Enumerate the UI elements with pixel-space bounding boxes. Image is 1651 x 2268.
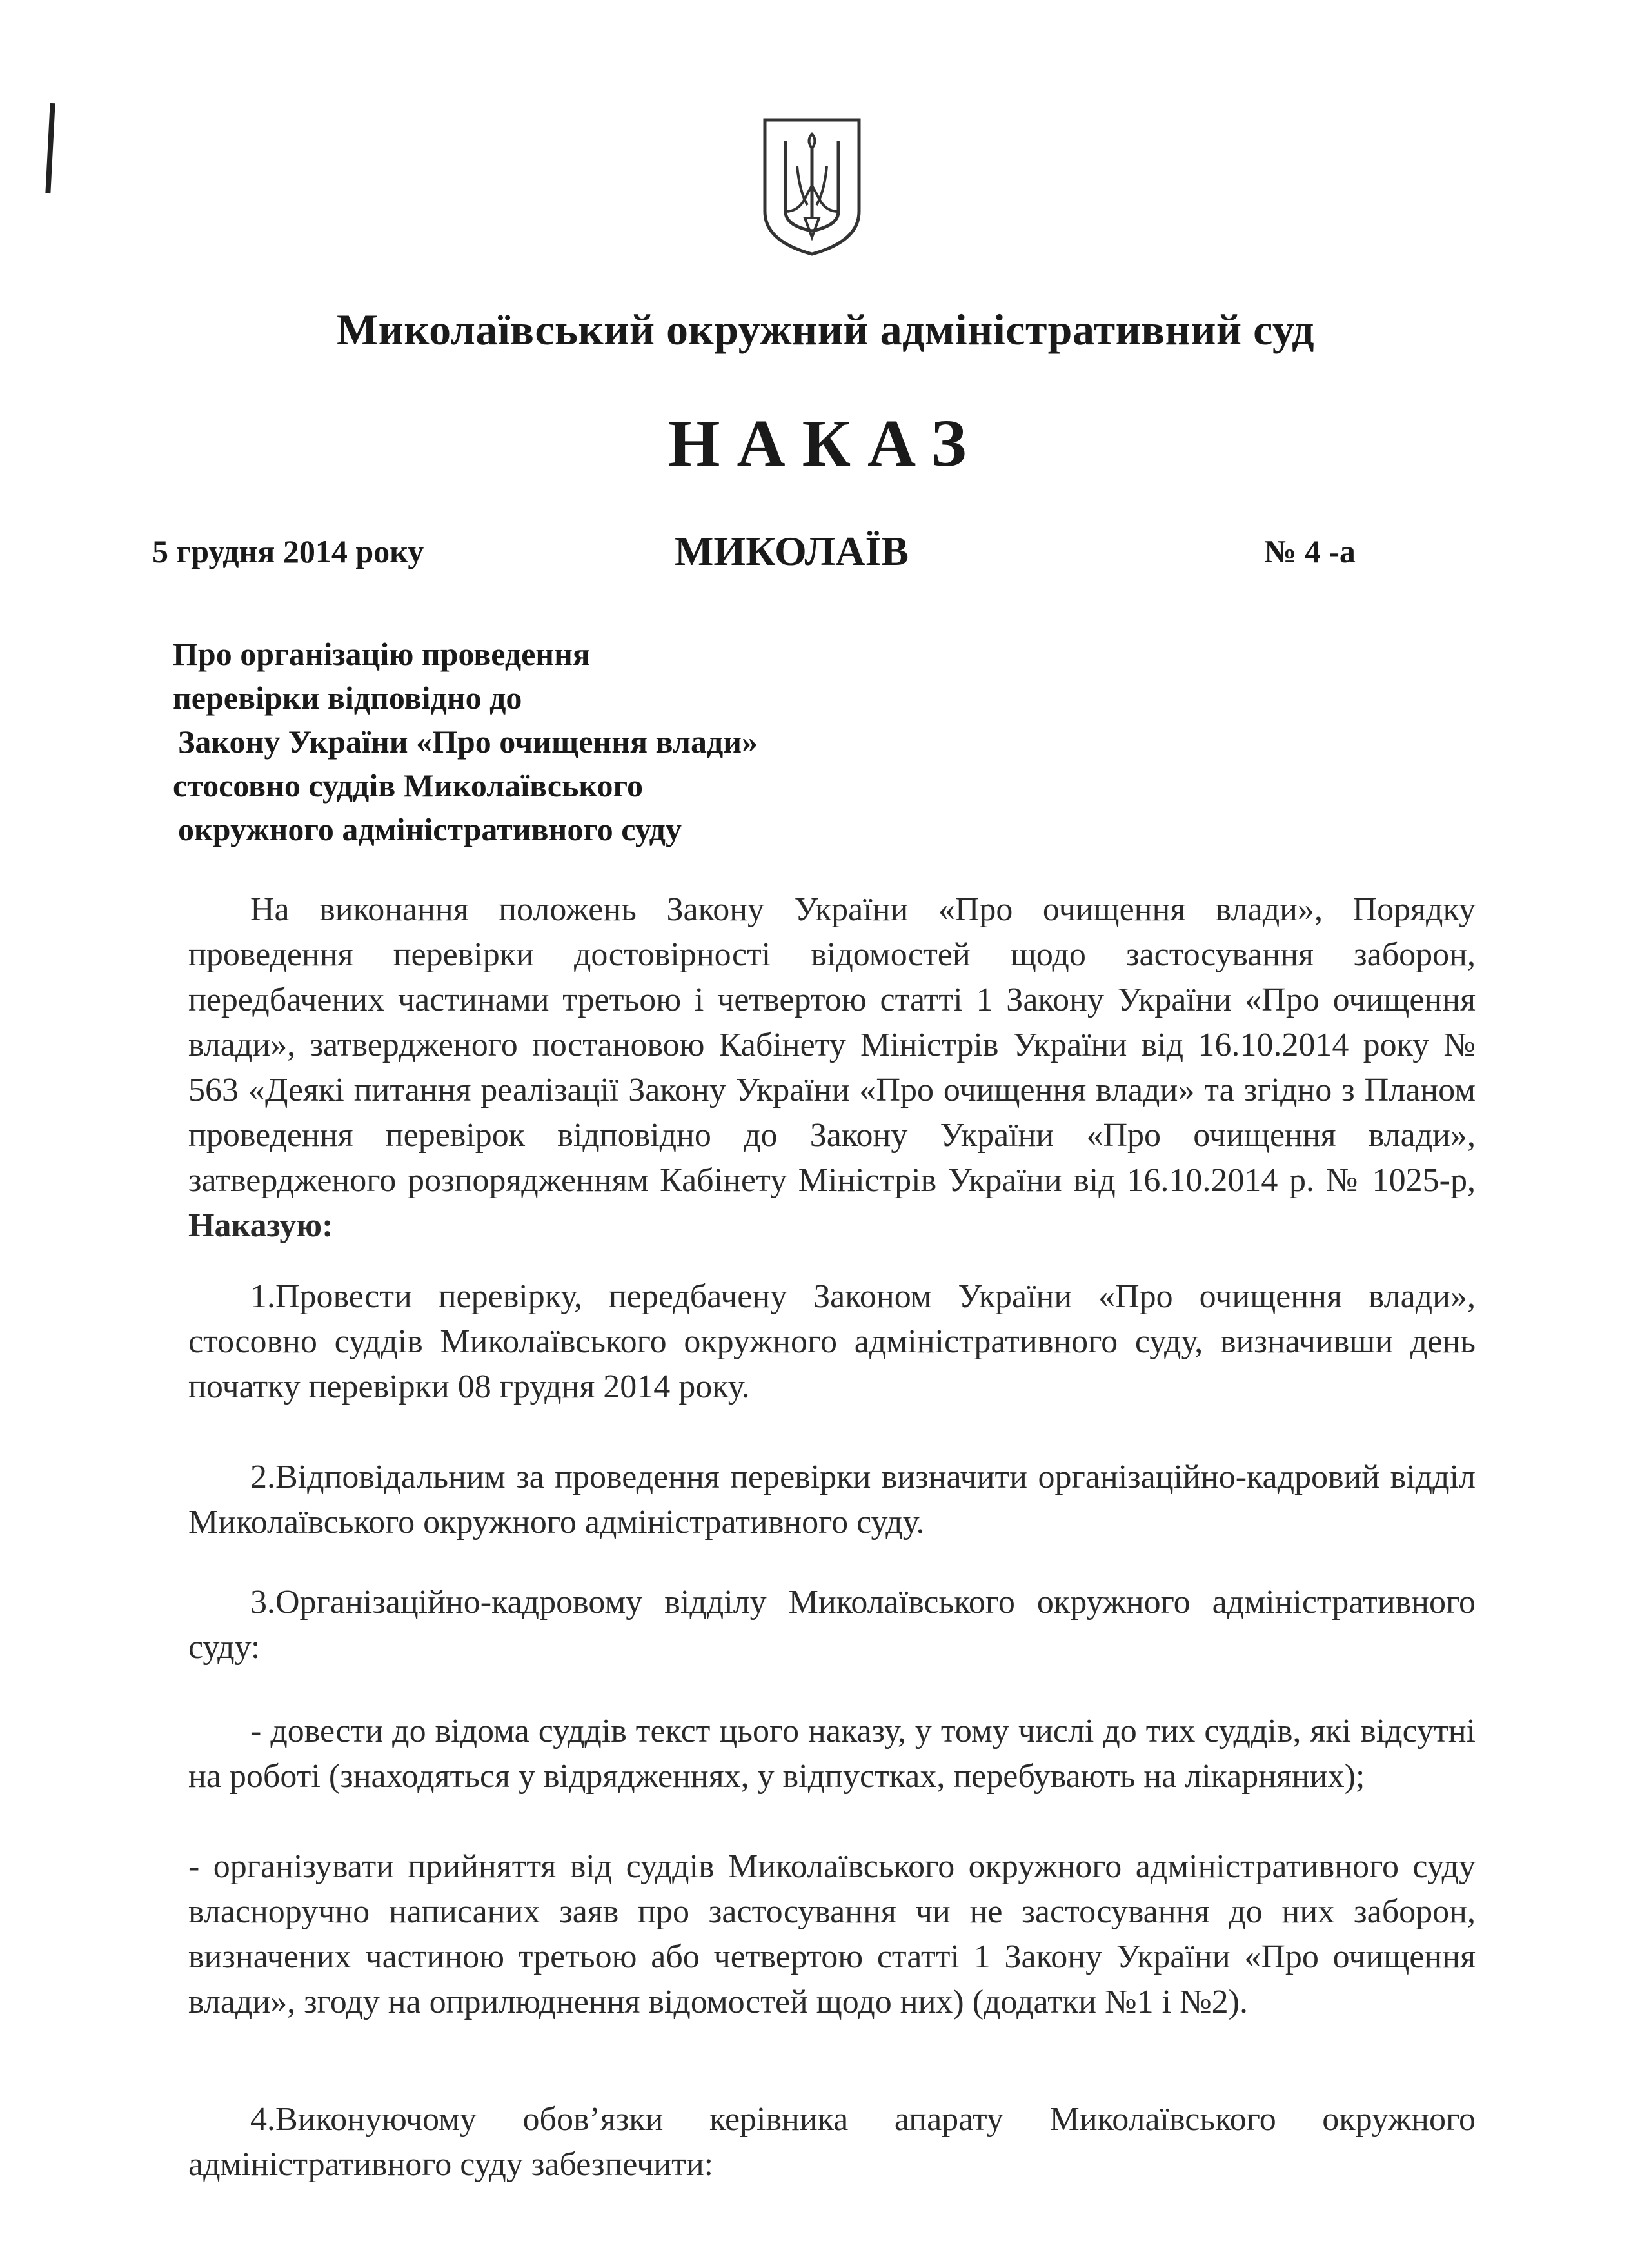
order-number: № 4 -а xyxy=(1264,533,1356,569)
order-date: 5 грудня 2014 року xyxy=(152,533,424,569)
clause-3-item-2-text: - організувати прийняття від суддів Миколаївського окружного адміністративного суду власноручно написаних заяв про застосування чи не застосування до них заборон, визначених частиною третьою або четвертою статті 1 Закону України «Про очищення влади», згоду на оприлюднення відомостей щодо них) (додатки №1 і №2). xyxy=(188,1848,1476,2020)
subject-line: перевірки відповідно до xyxy=(173,680,522,716)
clause-2-text: 2.Відповідальним за проведення перевірки визначити організаційно-кадровий відділ Миколаївського окружного адміністративного суду. xyxy=(188,1459,1476,1541)
clause-4 xyxy=(188,2097,1476,2187)
order-city: МИКОЛАЇВ xyxy=(675,528,909,574)
margin-pen-mark xyxy=(45,103,55,193)
preamble-paragraph xyxy=(188,887,1476,1248)
order-keyword: Наказую: xyxy=(188,1207,333,1244)
subject-line: окружного адміністративного суду xyxy=(178,811,682,847)
clause-3 xyxy=(188,1580,1476,1670)
ukraine-trident-emblem-icon xyxy=(760,115,864,258)
clause-3-item-2 xyxy=(188,1844,1476,2025)
subject-line: Про організацію проведення xyxy=(173,636,590,672)
clause-3-text: 3.Організаційно-кадровому відділу Миколаївського окружного адміністративного суду: xyxy=(188,1584,1476,1666)
subject-line: стосовно суддів Миколаївського xyxy=(173,767,644,804)
clause-2 xyxy=(188,1455,1476,1545)
clause-3-item-1-text: - довести до відома суддів текст цього наказу, у тому числі до тих суддів, які відсутні на роботі (знаходяться у відрядженнях, у відпустках, перебувають на лікарняних); xyxy=(188,1713,1476,1795)
subject-line: Закону України «Про очищення влади» xyxy=(178,724,758,760)
clause-1-text: 1.Провести перевірку, передбачену Законом України «Про очищення влади», стосовно суддів Миколаївського окружного адміністративного суду, визначивши день початку перевірки 08 грудня 2014 року. xyxy=(188,1278,1476,1405)
preamble-text: На виконання положень Закону України «Про очищення влади», Порядку проведення перевірки достовірності відомостей щодо застосування заборон, передбачених частинами третьою і четвертою статті 1 Закону України «Про очищення влади», затвердженого постановою Кабінету Міністрів України від 16.10.2014 року № 563 «Деякі питання реалізації Закону України «Про очищення влади» та згідно з Планом проведення перевірок відповідно до Закону України «Про очищення влади», затвердженого розпорядженням Кабінету Міністрів України від 16.10.2014 р. № 1025-р, xyxy=(188,891,1476,1199)
clause-3-item-1 xyxy=(188,1709,1476,1799)
clause-4-text: 4.Виконуючому обов’язки керівника апарату Миколаївського окружного адміністративного суду забезпечити: xyxy=(188,2101,1476,2183)
order-subject xyxy=(173,632,758,851)
document-type-title: НАКАЗ xyxy=(667,406,984,480)
court-name: Миколаївський окружний адміністративний суд xyxy=(337,305,1314,354)
clause-1 xyxy=(188,1274,1476,1410)
